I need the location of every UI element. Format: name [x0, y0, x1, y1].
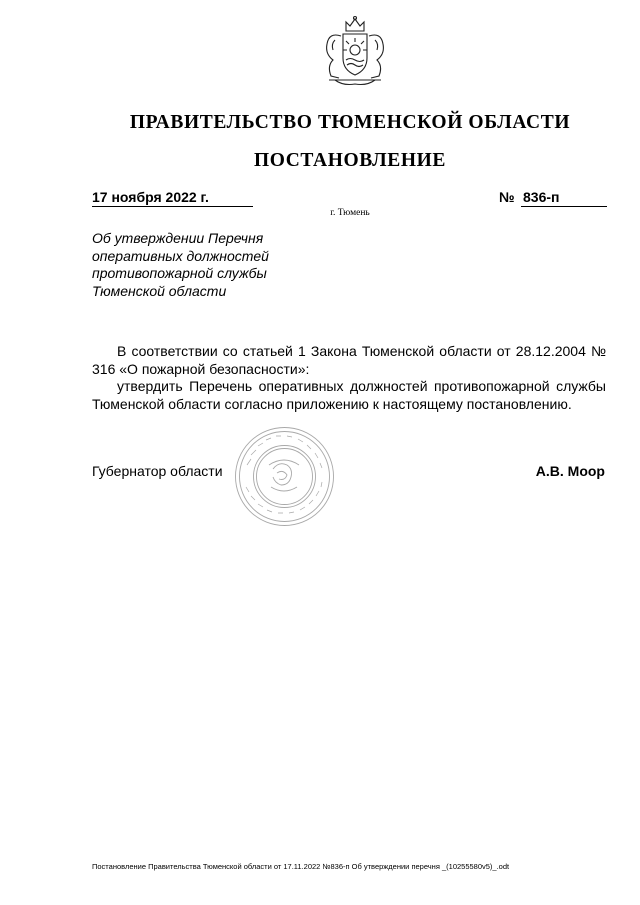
document-city: г. Тюмень: [330, 208, 370, 218]
number-sign: №: [499, 189, 515, 205]
body-paragraph: утвердить Перечень оперативных должностей противопожарной службы Тюменской области согласно приложению к настоящему постановлению.: [92, 378, 606, 412]
document-subject: [92, 230, 312, 300]
document-type: ПОСТАНОВЛЕНИЕ: [253, 150, 447, 171]
document-number: 836-п: [521, 189, 607, 207]
document-number-field: [499, 189, 605, 205]
government-title: ПРАВИТЕЛЬСТВО ТЮМЕНСКОЙ ОБЛАСТИ: [129, 112, 571, 133]
body-paragraph: В соответствии со статьей 1 Закона Тюменской области от 28.12.2004 № 316 «О пожарной безопасности»:: [92, 343, 606, 377]
subject-line: Об утверждении Перечня: [92, 230, 264, 246]
subject-line: оперативных должностей: [92, 247, 269, 264]
subject-line: противопожарной службы: [92, 265, 267, 281]
signatory-position: Губернатор области: [92, 463, 223, 479]
document-date: 17 ноября 2022 г.: [92, 189, 253, 207]
subject-line: Тюменской области: [92, 282, 227, 299]
document-footer: Постановление Правительства Тюменской области от 17.11.2022 №836-п Об утверждении перечня _(10255580v5)_.odt: [92, 862, 510, 871]
coat-of-arms-icon: [313, 14, 397, 98]
official-seal-icon: [233, 425, 336, 528]
signatory-name: А.В. Моор: [535, 463, 605, 479]
